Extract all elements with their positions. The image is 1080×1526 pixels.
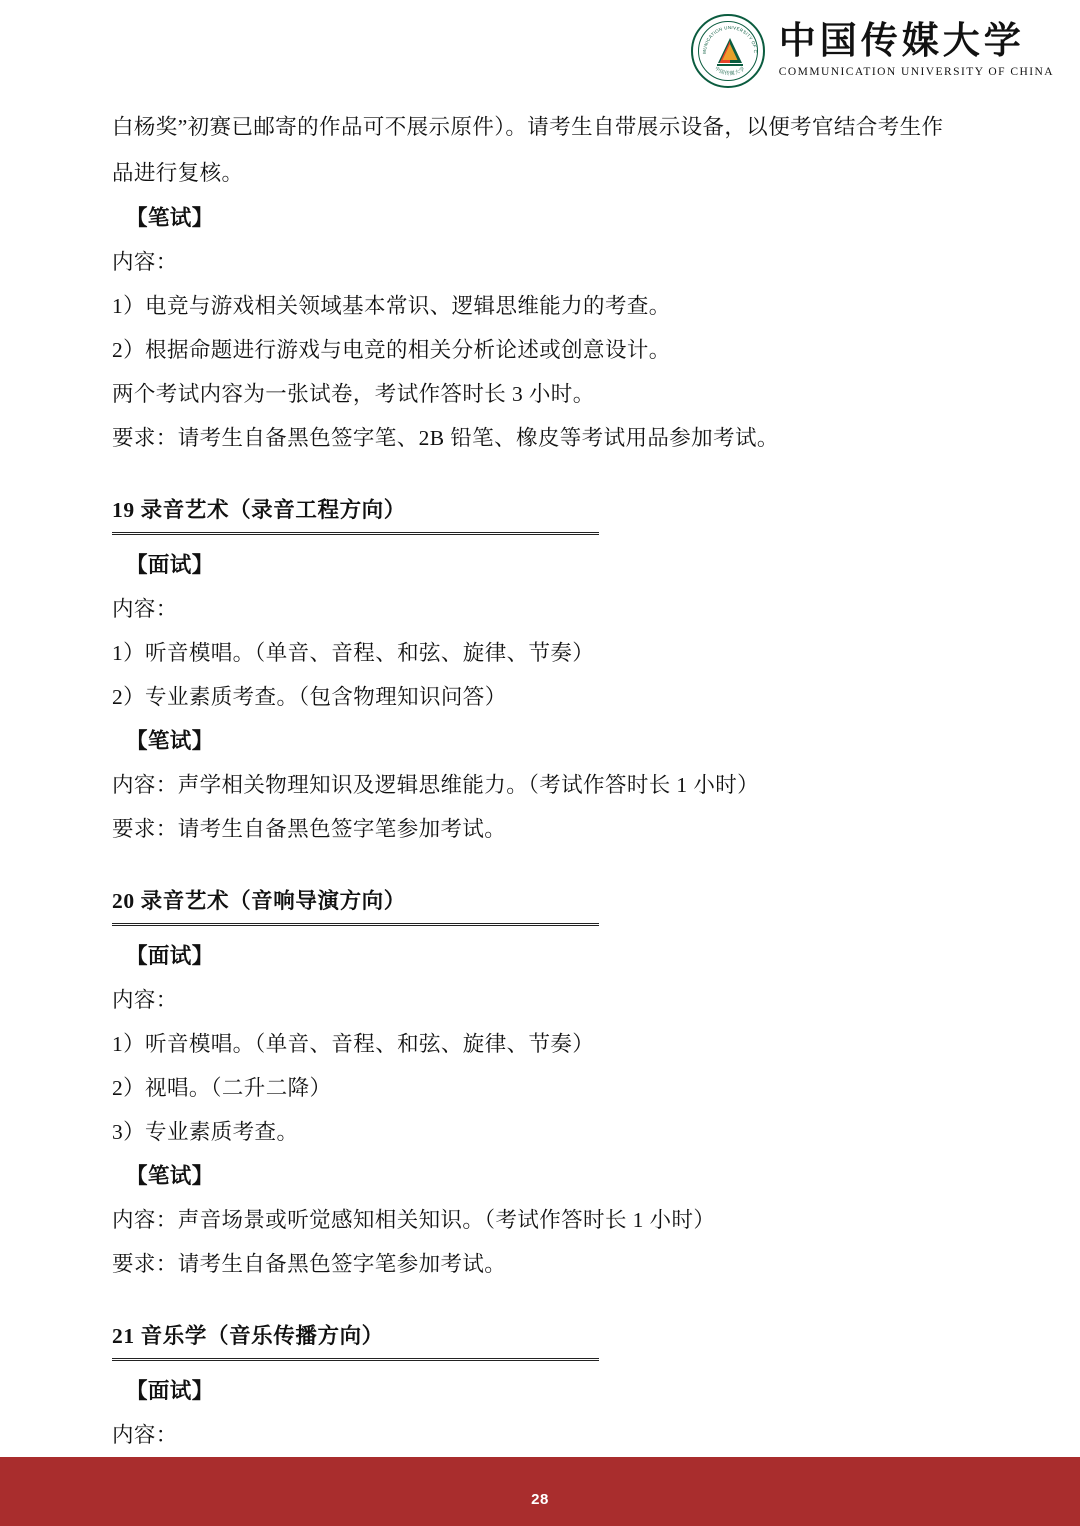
- intro-requirement: 要求：请考生自备黑色签字笔、2B 铅笔、橡皮等考试用品参加考试。: [112, 426, 779, 450]
- intro-line-2: 品进行复核。: [112, 161, 244, 185]
- university-name-cn: 中国传媒大学: [778, 21, 1025, 63]
- section-19-title: 19 录音艺术（录音工程方向）: [112, 494, 599, 535]
- section-21-content-label: 内容：: [112, 1423, 178, 1447]
- section-20-item-3: 3）专业素质考查。: [112, 1120, 299, 1144]
- university-name-en: COMMUNICATION UNIVERSITY OF CHINA: [778, 66, 1054, 79]
- intro-line-1: 白杨奖”初赛已邮寄的作品可不展示原件）。请考生自带展示设备，以便考官结合考生作: [112, 115, 944, 139]
- document-body: [112, 104, 982, 1457]
- intro-item-2: 2）根据命题进行游戏与电竞的相关分析论述或创意设计。: [112, 338, 671, 362]
- intro-written-head: 【笔试】: [126, 206, 214, 230]
- section-21: [112, 1320, 982, 1457]
- section-21-interview-head: 【面试】: [126, 1379, 214, 1403]
- section-19: [112, 494, 982, 851]
- section-20-content-label: 内容：: [112, 988, 178, 1012]
- page-number: 28: [531, 1491, 549, 1508]
- section-19-interview-head: 【面试】: [126, 553, 214, 577]
- section-20-title: 20 录音艺术（音响导演方向）: [112, 885, 599, 926]
- section-20-requirement: 要求：请考生自备黑色签字笔参加考试。: [112, 1252, 507, 1276]
- section-19-requirement: 要求：请考生自备黑色签字笔参加考试。: [112, 817, 507, 841]
- cuc-seal-logo-icon: [691, 14, 765, 88]
- intro-content-label: 内容：: [112, 250, 178, 274]
- section-20-written-content: 内容：声音场景或听觉感知相关知识。（考试作答时长 1 小时）: [112, 1208, 716, 1232]
- section-20-item-2: 2）视唱。（二升二降）: [112, 1076, 332, 1100]
- svg-text:COMMUNICATION UNIVERSITY OF CH: MUNICATION UNIVERSITY OF C: [701, 24, 758, 54]
- section-21-title: 21 音乐学（音乐传播方向）: [112, 1320, 599, 1361]
- document-header: [691, 14, 1054, 88]
- section-19-written-content: 内容：声学相关物理知识及逻辑思维能力。（考试作答时长 1 小时）: [112, 773, 760, 797]
- svg-text:中国传媒大学: 中国传媒大学: [713, 66, 747, 78]
- section-19-content-label: 内容：: [112, 597, 178, 621]
- intro-item-3: 两个考试内容为一张试卷，考试作答时长 3 小时。: [112, 382, 595, 406]
- section-19-written-head: 【笔试】: [126, 729, 214, 753]
- section-20-written-head: 【笔试】: [126, 1164, 214, 1188]
- section-20-interview-head: 【面试】: [126, 944, 214, 968]
- section-19-item-2: 2）专业素质考查。（包含物理知识问答）: [112, 685, 507, 709]
- intro-item-1: 1）电竞与游戏相关领域基本常识、逻辑思维能力的考查。: [112, 294, 671, 318]
- section-20-item-1: 1）听音模唱。（单音、音程、和弦、旋律、节奏）: [112, 1032, 595, 1056]
- section-19-item-1: 1）听音模唱。（单音、音程、和弦、旋律、节奏）: [112, 641, 595, 665]
- section-20: [112, 885, 982, 1286]
